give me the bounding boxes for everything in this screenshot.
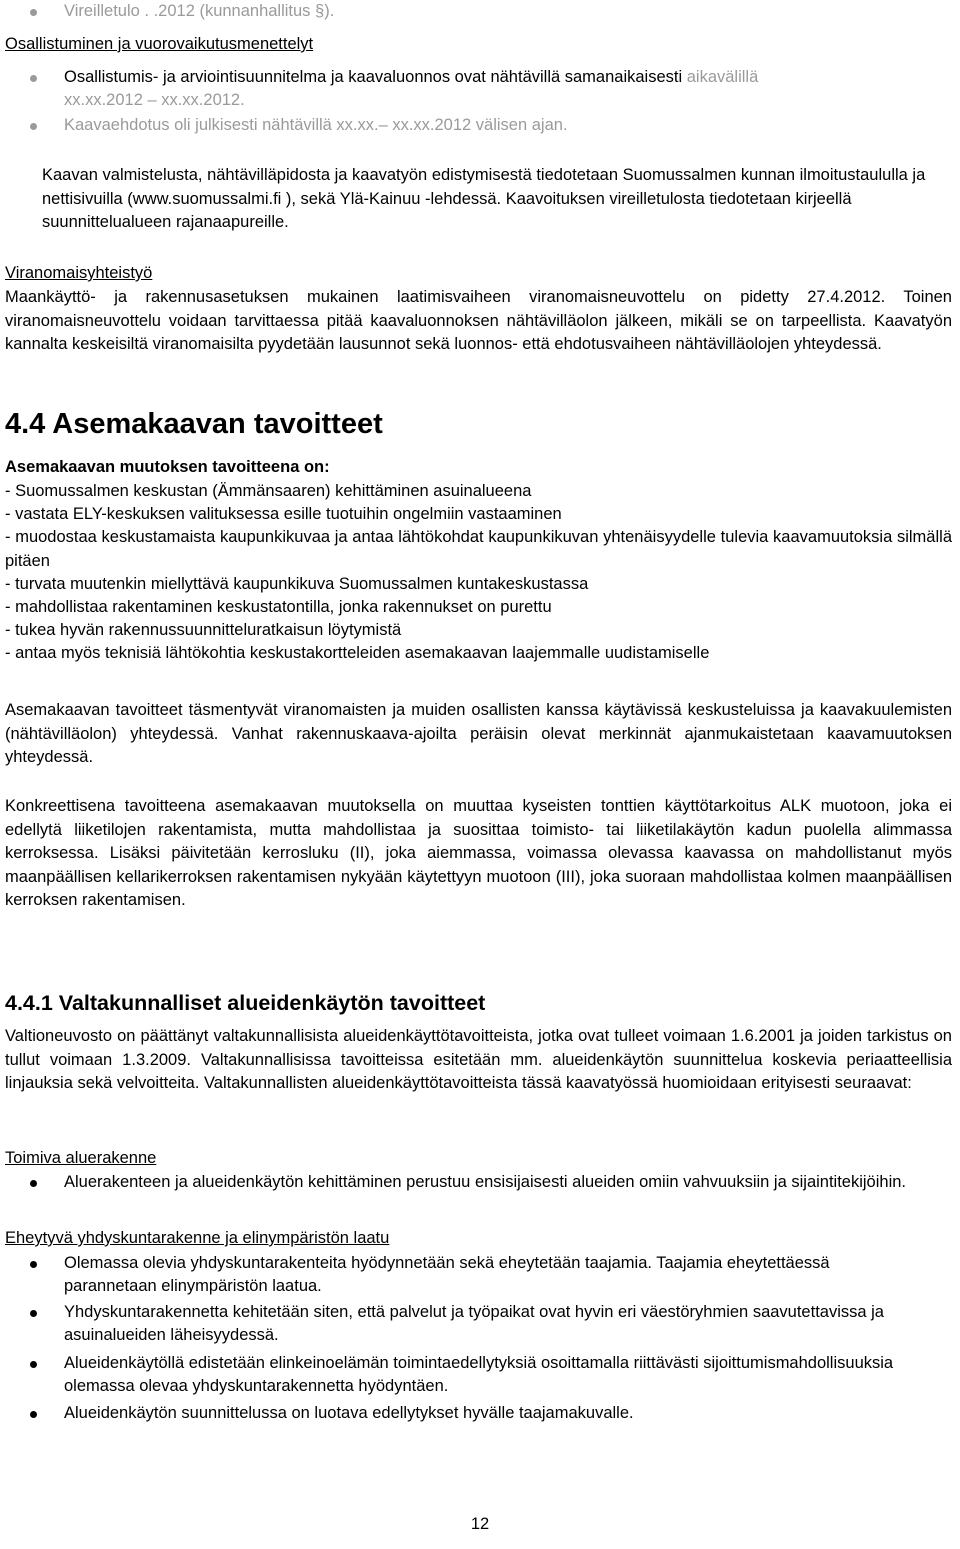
list-item-text: Alueidenkäytöllä edistetään elinkeinoelämän toimintaedellytyksiä osoittamalla riittävästi sijoittumismahdollisuuksia olemassa olevaa yhdyskuntarakennetta hyödyntäen. [64, 1354, 894, 1395]
subheading-tavoitteena: Asemakaavan muutoksen tavoitteena on: [5, 458, 330, 476]
list-item-text: Aluerakenteen ja alueidenkäytön kehittäminen perustuu ensisijaisesti alueiden omiin vahvuuksiin ja sijaintitekijöihin. [64, 1173, 906, 1191]
paragraph-tiedottaminen: Kaavan valmistelusta, nähtävilläpidosta ja kaavatyön edistymisestä tiedotetaan Suomussalmen kunnan ilmoitustaululla ja nettisivuilla (www.suomussalmi.fi ), sekä Ylä-Kainuu -lehdessä. Kaavoituksen vireilletulosta tiedotetaan kirjeellä suunnittelualueen rajanaapureille. [42, 166, 926, 231]
list-item: - Suomussalmen keskustan (Ämmänsaaren) kehittäminen asuinalueena [5, 482, 532, 500]
bullet-icon [30, 1361, 37, 1368]
list-item: - mahdollistaa rakentaminen keskustatontilla, jonka rakennukset on purettu [5, 598, 552, 617]
list-item [30, 1301, 910, 1347]
bullet-icon [30, 9, 37, 16]
paragraph-viranomaisyhteistyo: Maankäyttö- ja rakennusasetuksen mukainen laatimisvaiheen viranomaisneuvottelu on pidetty 27.4.2012. Toinen viranomaisneuvottelu voidaan tarvittaessa pitää kaavaluonnoksen nähtävilläolon jälkeen, mikäli se on tarpeellista. Kaavatyön kannalta keskeisiltä viranomaisilta pyydetään lausunnot sekä luonnos- että ehdotusvaiheen nähtävilläolojen yhteydessä. [5, 288, 952, 353]
list-item [30, 114, 950, 137]
bullet-icon [30, 123, 37, 130]
list-item-text-gray: xx.xx.2012 – xx.xx.2012. [64, 91, 245, 109]
list-item-text: Vireilletulo . .2012 (kunnanhallitus §). [64, 2, 335, 20]
bullet-icon [30, 1310, 37, 1317]
heading-4-4-1: 4.4.1 Valtakunnalliset alueidenkäytön tavoitteet [5, 991, 486, 1015]
list-item [30, 1402, 910, 1425]
bullet-icon [30, 1180, 37, 1187]
paragraph-valtakunnalliset: Valtioneuvosto on päättänyt valtakunnallisista alueidenkäyttötavoitteista, jotka ovat tulleet voimaan 1.6.2001 ja joiden tarkistus on tullut voimaan 1.3.2009. Valtakunnallisissa tavoitteissa esitetään mm. alueidenkäytön suunnittelua koskevia periaatteellisia linjauksia sekä velvoitteita. Valtakunnallisten alueidenkäyttötavoitteista tässä kaavatyössä huomioidaan erityisesti seuraavat: [5, 1027, 952, 1092]
section-heading-viranomaisyhteistyo: Viranomaisyhteistyö [5, 264, 153, 282]
list-item-text-gray: aikavälillä [682, 68, 759, 86]
list-item [30, 1352, 910, 1398]
page-number: 12 [470, 1515, 490, 1533]
bullet-icon [30, 1411, 37, 1418]
list-item [30, 1171, 910, 1194]
list-item: - antaa myös teknisiä lähtökohtia keskustakortteleiden asemakaavan laajemmalle uudistamiselle [5, 644, 710, 663]
list-item: - tukea hyvän rakennussuunnitteluratkaisun löytymistä [5, 621, 402, 640]
list-item: - vastata ELY-keskuksen valituksessa esille tuotuihin ongelmiin vastaaminen [5, 505, 562, 524]
heading-4-4: 4.4 Asemakaavan tavoitteet [5, 408, 383, 440]
list-item-text: Yhdyskuntarakennetta kehitetään siten, että palvelut ja työpaikat ovat hyvin eri väestöryhmien saavutettavissa ja asuinalueiden läheisyydessä. [64, 1303, 884, 1344]
section-heading-osallistuminen: Osallistuminen ja vuorovaikutusmenettelyt [5, 35, 314, 53]
list-item [30, 0, 950, 23]
list-item [30, 1252, 910, 1298]
list-item-text: Osallistumis- ja arviointisuunnitelma ja kaavaluonnos ovat nähtävillä samanaikaisesti [64, 68, 683, 86]
list-item: - turvata muutenkin miellyttävä kaupunkikuva Suomussalmen kuntakeskustassa [5, 574, 589, 593]
paragraph-konkreettinen-tavoite: Konkreettisena tavoitteena asemakaavan muutoksella on muuttaa kyseisten tonttien käyttötarkoitus ALK muotoon, joka ei edellytä liiketilojen rakentamista, mutta mahdollistaa ja suosittaa toimisto- tai liiketilakäytön kadun puolella alimmassa kerroksessa. Lisäksi päivitetään kerrosluku (II), joka aiemmassa, voimassa olevassa kaavassa on mahdollistanut myös maanpäällisen kellarikerroksen rakentamisen nykyään käytettyyn muotoon (III), joka suoraan mahdollistaa kolmen maanpäällisen kerroksen rakentamisen. [5, 797, 952, 909]
group-heading-toimiva-aluerakenne: Toimiva aluerakenne [5, 1149, 157, 1167]
bullet-icon [30, 75, 37, 82]
list-item-text: Olemassa olevia yhdyskuntarakenteita hyödynnetään sekä eheytetään taajamia. Taajamia eheytettäessä parannetaan elinympäristön laatua. [64, 1254, 830, 1295]
paragraph-tavoitteet-tasmentyvat: Asemakaavan tavoitteet täsmentyvät viranomaisten ja muiden osallisten kanssa käytävissä keskusteluissa ja kaavakuulemisten (nähtävilläolon) yhteydessä. Vanhat rakennuskaava-ajoilta peräisin olevat merkinnät ajanmukaistetaan kaavamuutoksen yhteydessä. [5, 701, 952, 766]
list-item-text: Alueidenkäytön suunnittelussa on luotava edellytykset hyvälle taajamakuvalle. [64, 1404, 634, 1422]
list-item [30, 66, 950, 112]
bullet-icon [30, 1261, 37, 1268]
list-item-text: Kaavaehdotus oli julkisesti nähtävillä xx.xx.– xx.xx.2012 välisen ajan. [64, 116, 568, 134]
group-heading-eheytyva: Eheytyvä yhdyskuntarakenne ja elinympäristön laatu [5, 1229, 390, 1247]
list-item: - muodostaa keskustamaista kaupunkikuvaa ja antaa lähtökohdat kaupunkikuvan yhtenäisyydelle tulevia kaavamuutoksia silmällä pitäen [5, 528, 952, 570]
goals-list [5, 480, 952, 666]
